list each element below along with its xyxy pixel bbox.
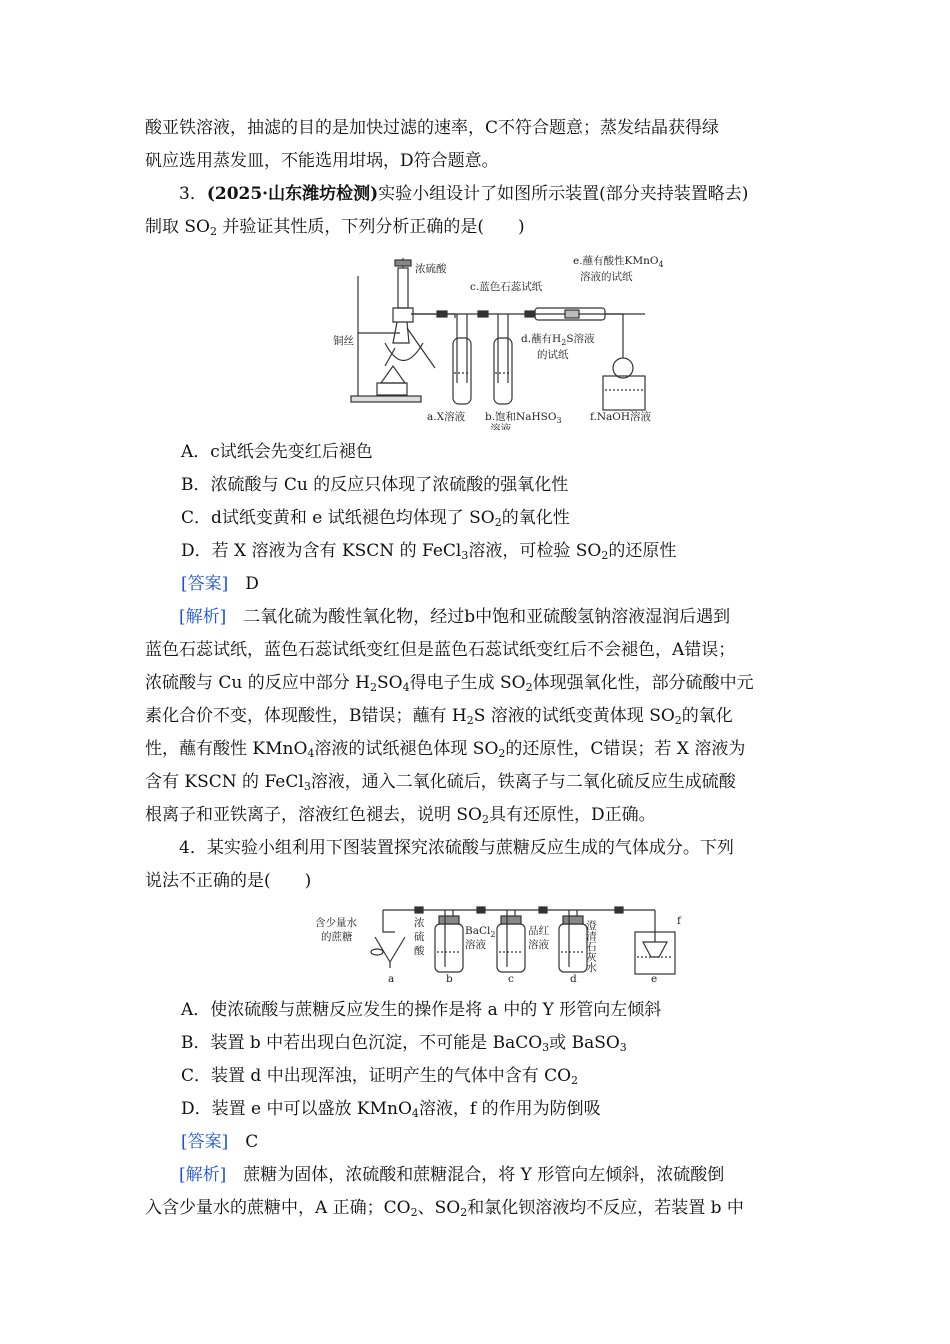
label-b1: b.饱和NaHSO$_3$	[485, 411, 562, 425]
page-content: 酸亚铁溶液，抽滤的目的是加快过滤的速率，C不符合题意；蒸发结晶获得绿 矾应选用蒸发皿，不能选用坩埚，D符合题意。 3．(2025·山东潍坊检测)实验小组设计了如图所示装置(部分夹持装置略去) 制取 $SO_2$ 并验证其性质，下列分析正确的是( ) 浓硫酸 铜丝 c.蓝色石蕊试纸 e.蘸有酸性KMnO$_4$ 溶液的试纸 d.蘸有$H_2S$溶液 的试纸 a.X溶液 b.饱和NaHSO$_3$ 溶液 f.NaOH溶液 A．c试纸会先变红后褪色 B．浓硫酸与 Cu 的反应只体现了浓硫酸的强氧化性 C．d试纸变黄和 e 试纸褪色均体现了 $SO_2$的氧化性 D．若 X 溶液为含有 KSCN 的 FeCl$_3$溶液，可检验 $SO_2$的还原性 [答案] D [解析] 二氧化硫为酸性氧化物，经过b中饱和亚硫酸氢钠溶液湿润后遇到 蓝色石蕊试纸，蓝色石蕊试纸变红但是蓝色石蕊试纸变红后不会褪色，A错误； 浓硫酸与 Cu 的反应中部分 $H_2SO_4$得电子生成 $SO_2$体现强氧化性，部分硫酸中元 素化合价不变，体现酸性，B错误；蘸有 $H_2S$ 溶液的试纸变黄体现 $SO_2$的氧化 性，蘸有酸性 KMnO$_4$溶液的试纸褪色体现 $SO_2$的还原性，C错误；若 X 溶液为 含有 KSCN 的 FeCl$_3$溶液，通入二氧化硫后，铁离子与二氧化硫反应生成硫酸 根离子和亚铁离子，溶液红色褪去，说明 $SO_2$具有还原性，D正确。 4．某实验小组利用下图装置探究浓硫酸与蔗糖反应生成的气体成分。下列 说法不正确的是( ) 含少量水 的蔗糖 浓 硫 酸 BaCl$_2$ 溶液 品红 溶液 澄清石灰水 f a b c d e A．使浓硫酸与蔗糖反应发生的操作是将 a 中的 Y 形管向左倾斜 B．装置 b 中若出现白色沉淀，不可能是 BaCO$_3$或 BaSO$_3$ C．装置 d 中出现浑浊，证明产生的气体中含有 $CO_2$ D．装置 e 中可以盛放 KMnO$_4$溶液，f 的作用为防倒吸 [答案] C [解析] 蔗糖为固体，浓硫酸和蔗糖混合，将 Y 形管向左倾斜，浓硫酸倒 入含少量水的蔗糖中，A 正确；$CO_2$、$SO_2$和氯化钡溶液均不反应，若装置 b 中	[145, 112, 810, 1225]
q4-figure	[145, 902, 810, 988]
svg-text:酸: 酸	[414, 945, 425, 957]
label-lime: 澄清石灰水	[585, 920, 597, 973]
label-e2: 溶液的试纸	[580, 271, 633, 283]
q3-stem: 3．(2025·山东潍坊检测)实验小组设计了如图所示装置(部分夹持装置略去)	[179, 184, 749, 204]
svg-text:e: e	[651, 973, 658, 985]
q3-option-d: D．若 X 溶液为含有 KSCN 的 FeCl$_3$溶液，可检验 $SO_2$的还原性	[181, 541, 677, 562]
q4-option-b: B．装置 b 中若出现白色沉淀，不可能是 BaCO$_3$或 BaSO$_3$	[181, 1033, 627, 1054]
answer-tag: [答案]	[181, 574, 229, 594]
svg-text:c: c	[508, 973, 514, 985]
label-e1: e.蘸有酸性KMnO$_4$	[573, 255, 664, 269]
q3-number: 3．	[179, 184, 207, 204]
label-d1: d.蘸有$H_2S$溶液	[521, 333, 595, 347]
q3-option-c: C．d试纸变黄和 e 试纸褪色均体现了 $SO_2$的氧化性	[181, 508, 570, 529]
svg-text:d: d	[570, 973, 577, 985]
q4-option-a: A．使浓硫酸与蔗糖反应发生的操作是将 a 中的 Y 形管向左倾斜	[181, 1000, 662, 1020]
q4-option-c: C．装置 d 中出现浑浊，证明产生的气体中含有 $CO_2$	[181, 1066, 579, 1087]
label-a: a.X溶液	[427, 411, 466, 423]
q4-apparatus-diagram	[145, 902, 810, 988]
label-c: c.蓝色石蕊试纸	[470, 281, 543, 293]
svg-text:硫: 硫	[414, 931, 425, 943]
svg-text:品红: 品红	[528, 925, 549, 937]
q4-number: 4．	[179, 838, 207, 858]
intro-line-1: 酸亚铁溶液，抽滤的目的是加快过滤的速率，C不符合题意；蒸发结晶获得绿	[145, 118, 720, 138]
q4-answer: [答案] C	[181, 1132, 259, 1152]
q3-figure	[145, 248, 810, 430]
svg-text:溶液: 溶液	[465, 939, 486, 951]
svg-text:浓: 浓	[414, 917, 425, 929]
label-d2: 的试纸	[537, 349, 569, 361]
q4-option-d: D．装置 e 中可以盛放 KMnO$_4$溶液，f 的作用为防倒吸	[181, 1099, 601, 1120]
q3-answer: [答案] D	[181, 574, 259, 594]
q3-option-b: B．浓硫酸与 Cu 的反应只体现了浓硫酸的强氧化性	[181, 475, 569, 495]
label-copper: 铜丝	[333, 335, 354, 347]
q4-analysis: [解析] 蔗糖为固体，浓硫酸和蔗糖混合，将 Y 形管向左倾斜，浓硫酸倒	[179, 1165, 725, 1185]
q3-option-a: A．c试纸会先变红后褪色	[181, 442, 373, 462]
label-sugar-1: 含少量水	[315, 917, 357, 929]
q3-analysis: [解析] 二氧化硫为酸性氧化物，经过b中饱和亚硫酸氢钠溶液湿润后遇到	[179, 607, 731, 627]
q3-apparatus-diagram	[145, 248, 810, 430]
svg-text:a: a	[388, 973, 395, 985]
svg-text:溶液: 溶液	[528, 939, 549, 951]
q3-source: (2025·山东潍坊检测)	[206, 184, 379, 204]
q4-stem: 4．某实验小组利用下图装置探究浓硫酸与蔗糖反应生成的气体成分。下列	[179, 838, 734, 858]
intro-line-2: 矾应选用蒸发皿，不能选用坩埚，D符合题意。	[145, 151, 499, 171]
label-acid: 浓硫酸	[415, 263, 447, 275]
svg-text:b: b	[446, 973, 453, 985]
analysis-tag: [解析]	[179, 607, 227, 627]
label-sugar-2: 的蔗糖	[321, 931, 353, 943]
label-bacl2: BaCl$_2$	[465, 925, 496, 939]
svg-text:f: f	[677, 915, 681, 927]
label-f: f.NaOH溶液	[590, 411, 652, 423]
q4-stem-cont: 说法不正确的是( )	[145, 871, 312, 891]
label-b2: 溶液	[490, 423, 511, 430]
q3-stem-cont: 制取 $SO_2$ 并验证其性质，下列分析正确的是( )	[145, 217, 525, 238]
